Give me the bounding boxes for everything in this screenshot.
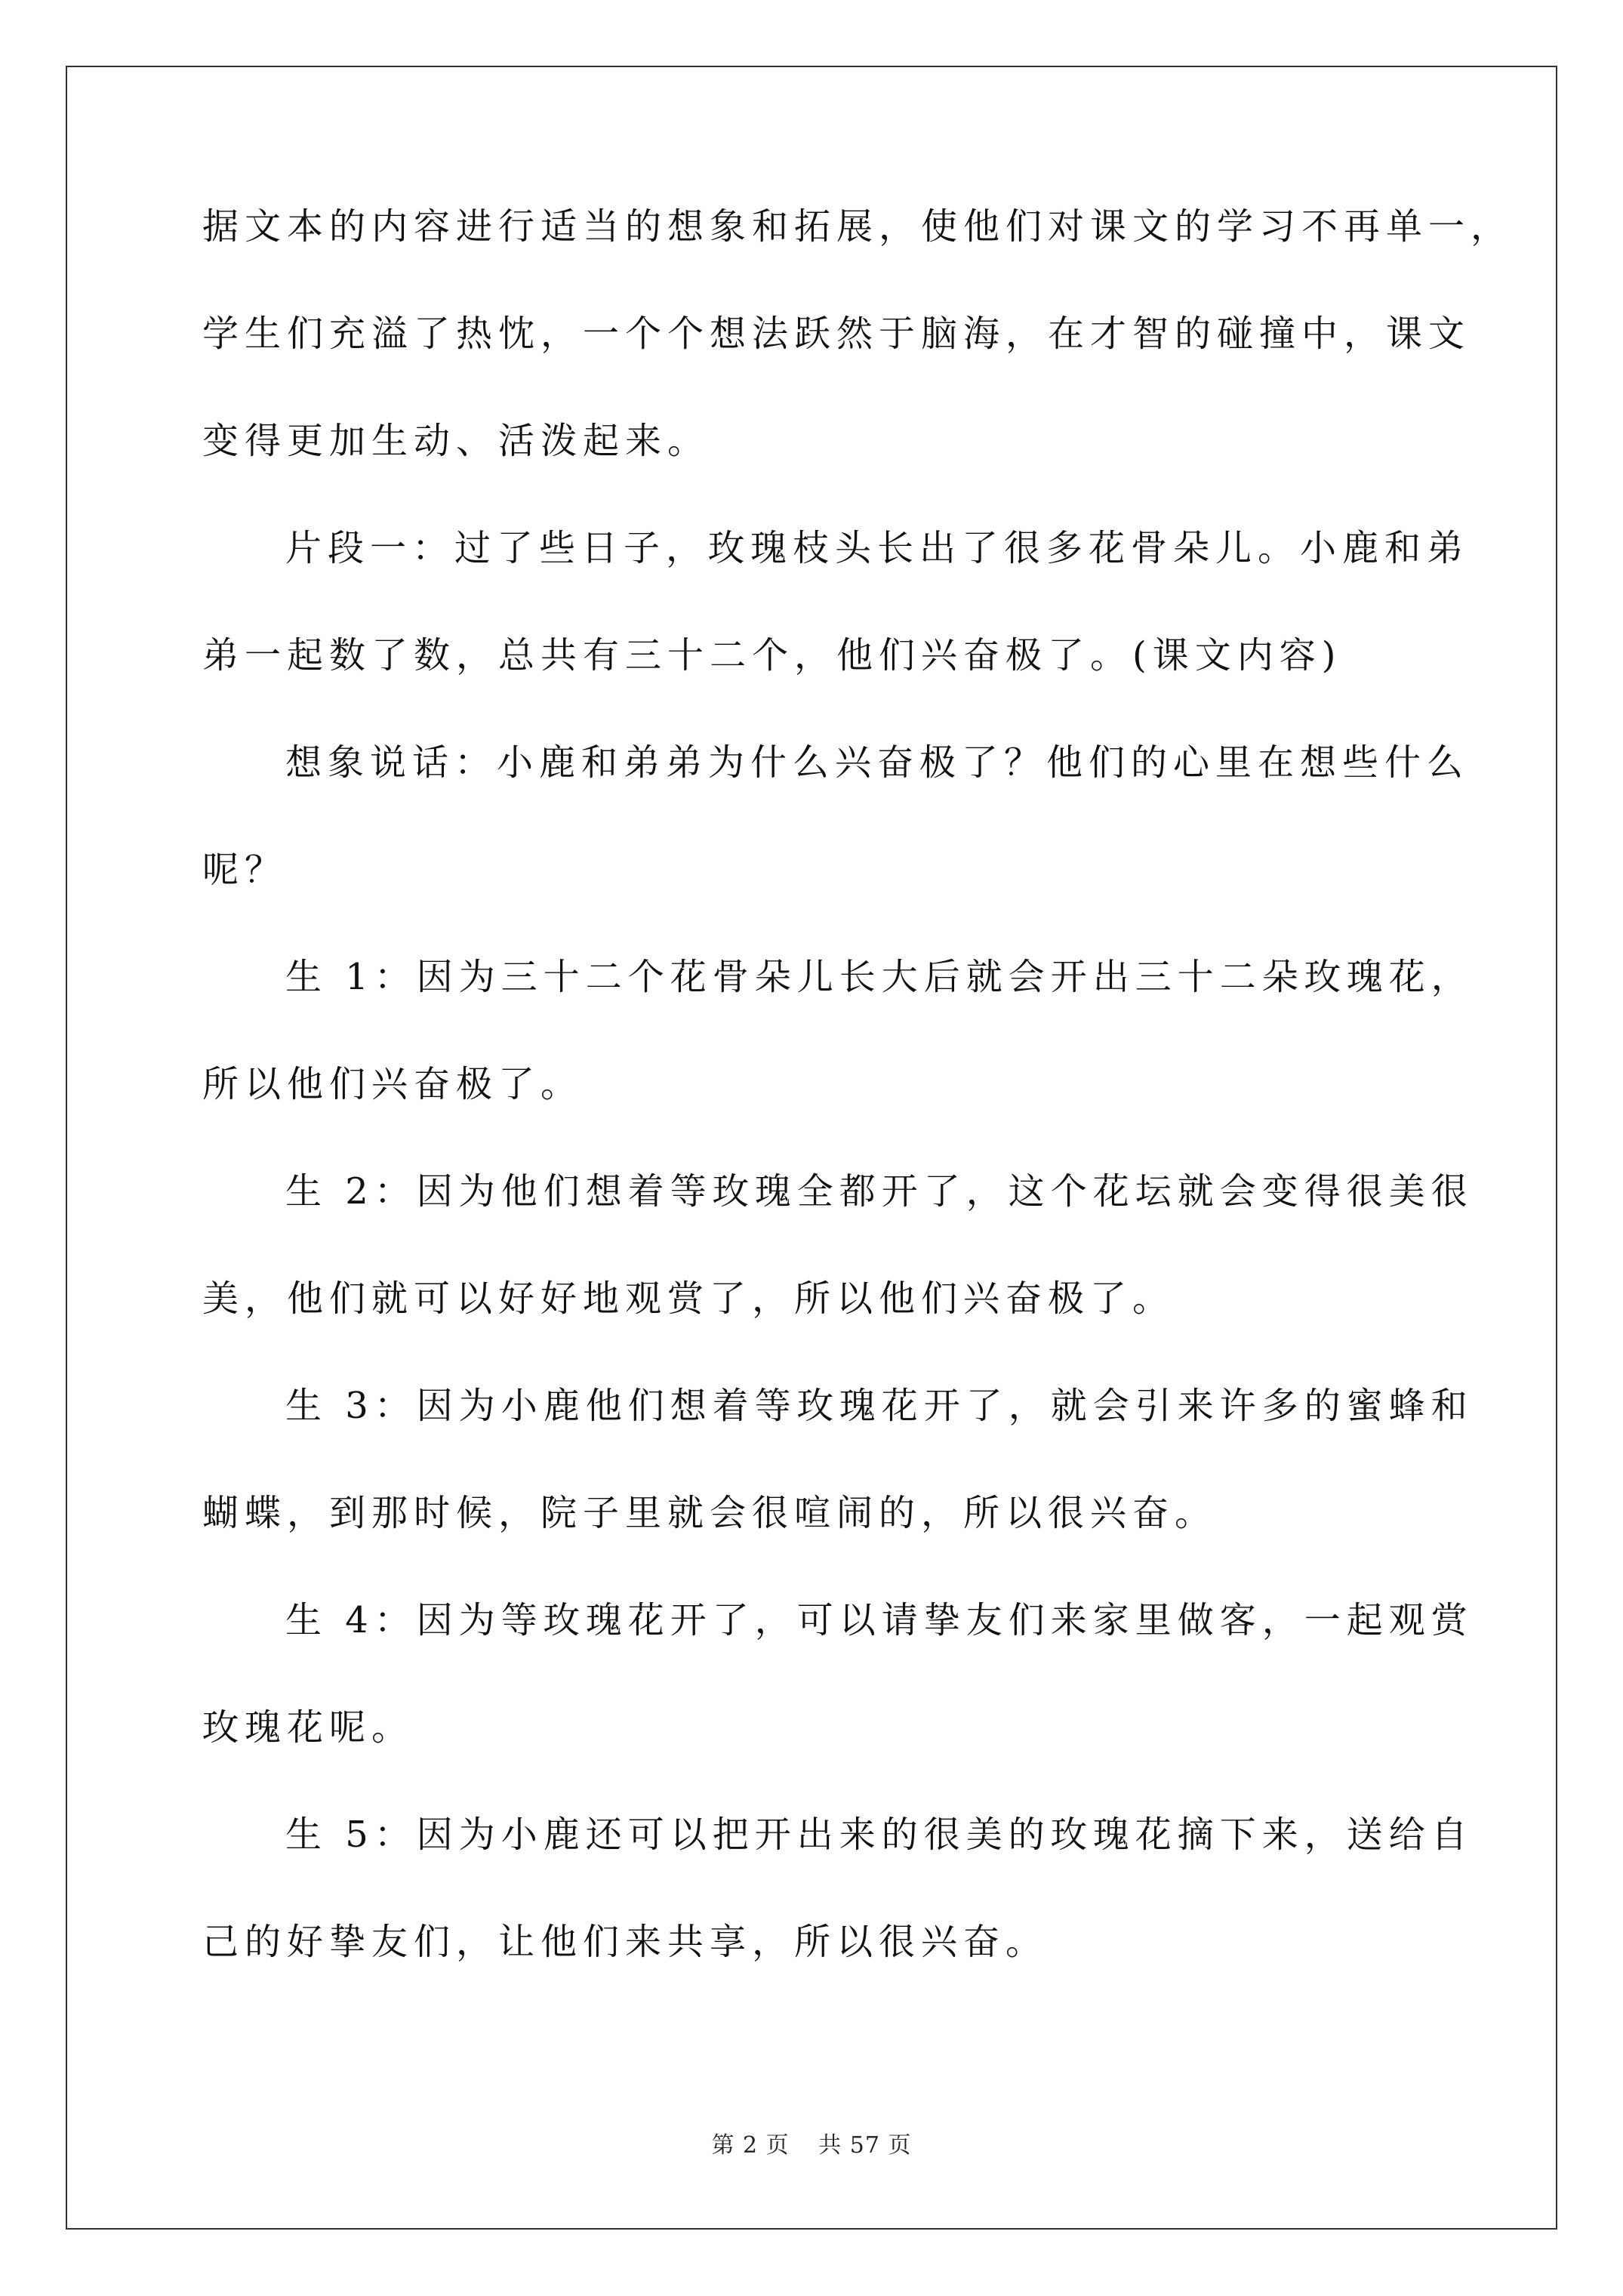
paragraph-first-line: 片段一：过了些日子，玫瑰枝头长出了很多花骨朵儿。小鹿和弟 [285,527,1470,569]
page-border [66,66,1557,2230]
text-line: 己的好挚友们，让他们来共享，所以很兴奋。 [202,1921,1049,1963]
paragraph-first-line: 生 3：因为小鹿他们想着等玫瑰花开了，就会引来许多的蜜蜂和 [285,1385,1474,1427]
text-line: 据文本的内容进行适当的想象和拓展，使他们对课文的学习不再单一， [202,205,1514,248]
text-line: 所以他们兴奋极了。 [202,1063,584,1105]
text-line: 弟一起数了数，总共有三十二个，他们兴奋极了。(课文内容) [202,634,1342,676]
text-line: 学生们充溢了热忱，一个个想法跃然于脑海，在才智的碰撞中，课文 [202,313,1471,355]
text-line: 呢？ [202,849,288,891]
paragraph-first-line: 生 4：因为等玫瑰花开了，可以请挚友们来家里做客，一起观赏 [285,1599,1474,1641]
paragraph-first-line: 生 2：因为他们想着等玫瑰全都开了，这个花坛就会变得很美很 [285,1170,1474,1213]
page-footer [0,2131,1623,2161]
text-line: 玫瑰花呢。 [202,1706,414,1749]
paragraph-first-line: 想象说话：小鹿和弟弟为什么兴奋极了？他们的心里在想些什么 [285,741,1470,784]
text-line: 美，他们就可以好好地观赏了，所以他们兴奋极了。 [202,1277,1175,1320]
text-line: 变得更加生动、活泼起来。 [202,420,710,462]
paragraph-first-line: 生 5：因为小鹿还可以把开出来的很美的玫瑰花摘下来，送给自 [285,1814,1474,1856]
page-number: 第 2 页 [711,2132,790,2159]
text-line: 蝴蝶，到那时候，院子里就会很喧闹的，所以很兴奋。 [202,1492,1218,1534]
page-total: 共 57 页 [818,2132,912,2159]
paragraph-first-line: 生 1：因为三十二个花骨朵儿长大后就会开出三十二朵玫瑰花， [285,956,1474,998]
